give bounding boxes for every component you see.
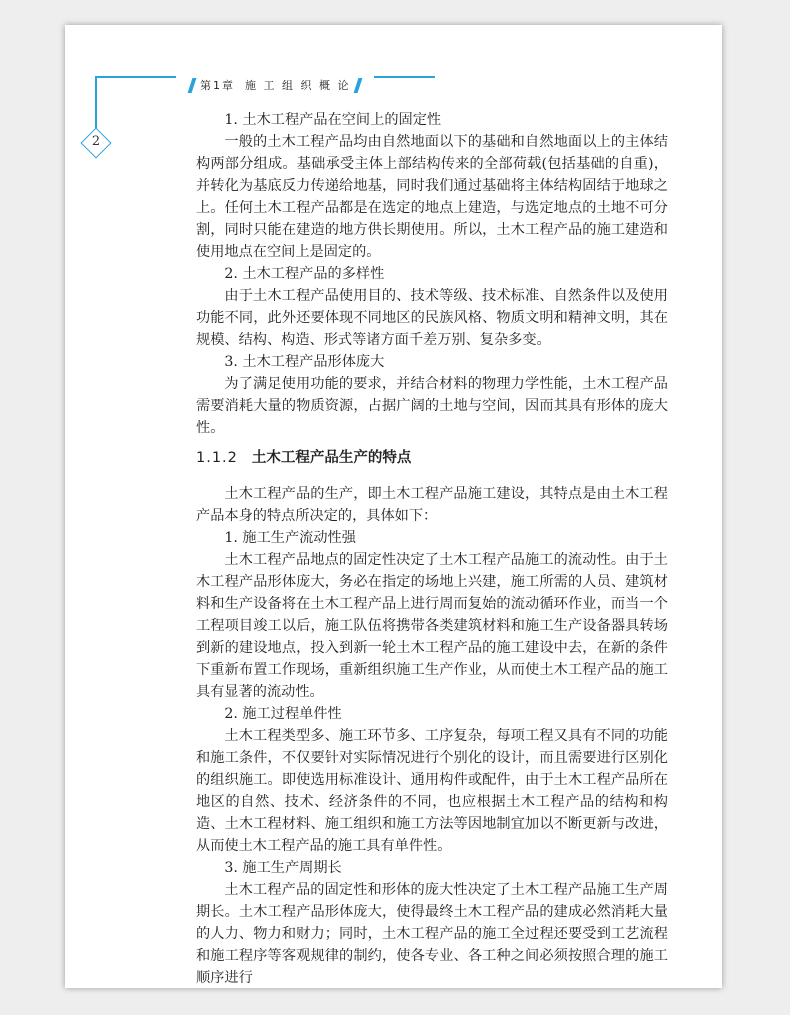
body-paragraph: 土木工程产品地点的固定性决定了土木工程产品施工的流动性。由于土木工程产品形体庞大，务必在指定的场地上兴建，施工所需的人员、建筑材料和生产设备将在土木工程产品上进行周而复始的流动循环作业，而当一个工程项目竣工以后，施工队伍将携带各类建筑材料和施工生产设备器具转场到新的建设地点，投入到新一轮土木工程产品的施工建设中去，在新的条件下重新布置工作现场，重新组织施工生产作业，从而使土木工程产品的施工具有显著的流动性。 <box>196 552 668 700</box>
numbered-subheading: 3. 土木工程产品形体庞大 <box>224 354 385 370</box>
chapter-title: 施 工 组 织 概 论 <box>245 79 351 92</box>
body-paragraph: 为了满足使用功能的要求，并结合材料的物理力学性能，土木工程产品需要消耗大量的物质资源，占据广阔的土地与空间，因而其具有形体的庞大性。 <box>196 376 668 436</box>
slash-mark-icon <box>354 78 363 93</box>
numbered-subheading: 1. 施工生产流动性强 <box>224 530 356 546</box>
chapter-number: 第1章 <box>200 79 235 92</box>
page-content <box>196 109 668 989</box>
page-number: 2 <box>91 134 101 149</box>
numbered-subheading: 2. 施工过程单件性 <box>224 706 342 722</box>
numbered-subheading: 1. 土木工程产品在空间上的固定性 <box>224 112 442 128</box>
body-paragraph: 土木工程类型多、施工环节多、工序复杂，每项工程又具有不同的功能和施工条件，不仅要针对实际情况进行个别化的设计，而且需要进行区别化的组织施工。即使选用标准设计、通用构件或配件，由于土木工程产品所在地区的自然、技术、经济条件的不同，也应根据土木工程产品的结构和构造、土木工程材料、施工组织和施工方法等因地制宜加以不断更新与改进，从而使土木工程产品的施工具有单件性。 <box>196 728 668 854</box>
section-heading <box>196 447 668 469</box>
section-title: 土木工程产品生产的特点 <box>251 450 412 466</box>
body-paragraph: 土木工程产品的固定性和形体的庞大性决定了土木工程产品施工生产周期长。土木工程产品形体庞大，使得最终土木工程产品的建成必然消耗大量的人力、物力和财力；同时，土木工程产品的施工全过程还要受到工艺流程和施工程序等客观规律的制约，使各专业、各工种之间必须按照合理的施工顺序进行 <box>196 882 668 986</box>
numbered-subheading: 2. 土木工程产品的多样性 <box>224 266 385 282</box>
body-paragraph: 一般的土木工程产品均由自然地面以下的基础和自然地面以上的主体结构两部分组成。基础承受主体上部结构传来的全部荷载(包括基础的自重)，并转化为基底反力传递给地基，同时我们通过基础将主体结构固结于地球之上。任何土木工程产品都是在选定的地点上建造，与选定地点的土地不可分割，同时只能在建造的地方供长期使用。所以，土木工程产品的施工建造和使用地点在空间上是固定的。 <box>196 134 668 260</box>
running-header <box>176 76 374 94</box>
body-paragraph: 土木工程产品的生产，即土木工程产品施工建设，其特点是由土木工程产品本身的特点所决定的，具体如下： <box>196 486 668 524</box>
numbered-subheading: 3. 施工生产周期长 <box>224 860 342 876</box>
body-paragraph: 由于土木工程产品使用目的、技术等级、技术标准、自然条件以及使用功能不同，此外还要体现不同地区的民族风格、物质文明和精神文明，其在规模、结构、构造、形式等诸方面千差万别、复杂多变。 <box>196 288 668 348</box>
slash-mark-icon <box>188 78 197 93</box>
margin-rule <box>95 76 97 130</box>
section-number: 1.1.2 <box>196 450 238 466</box>
